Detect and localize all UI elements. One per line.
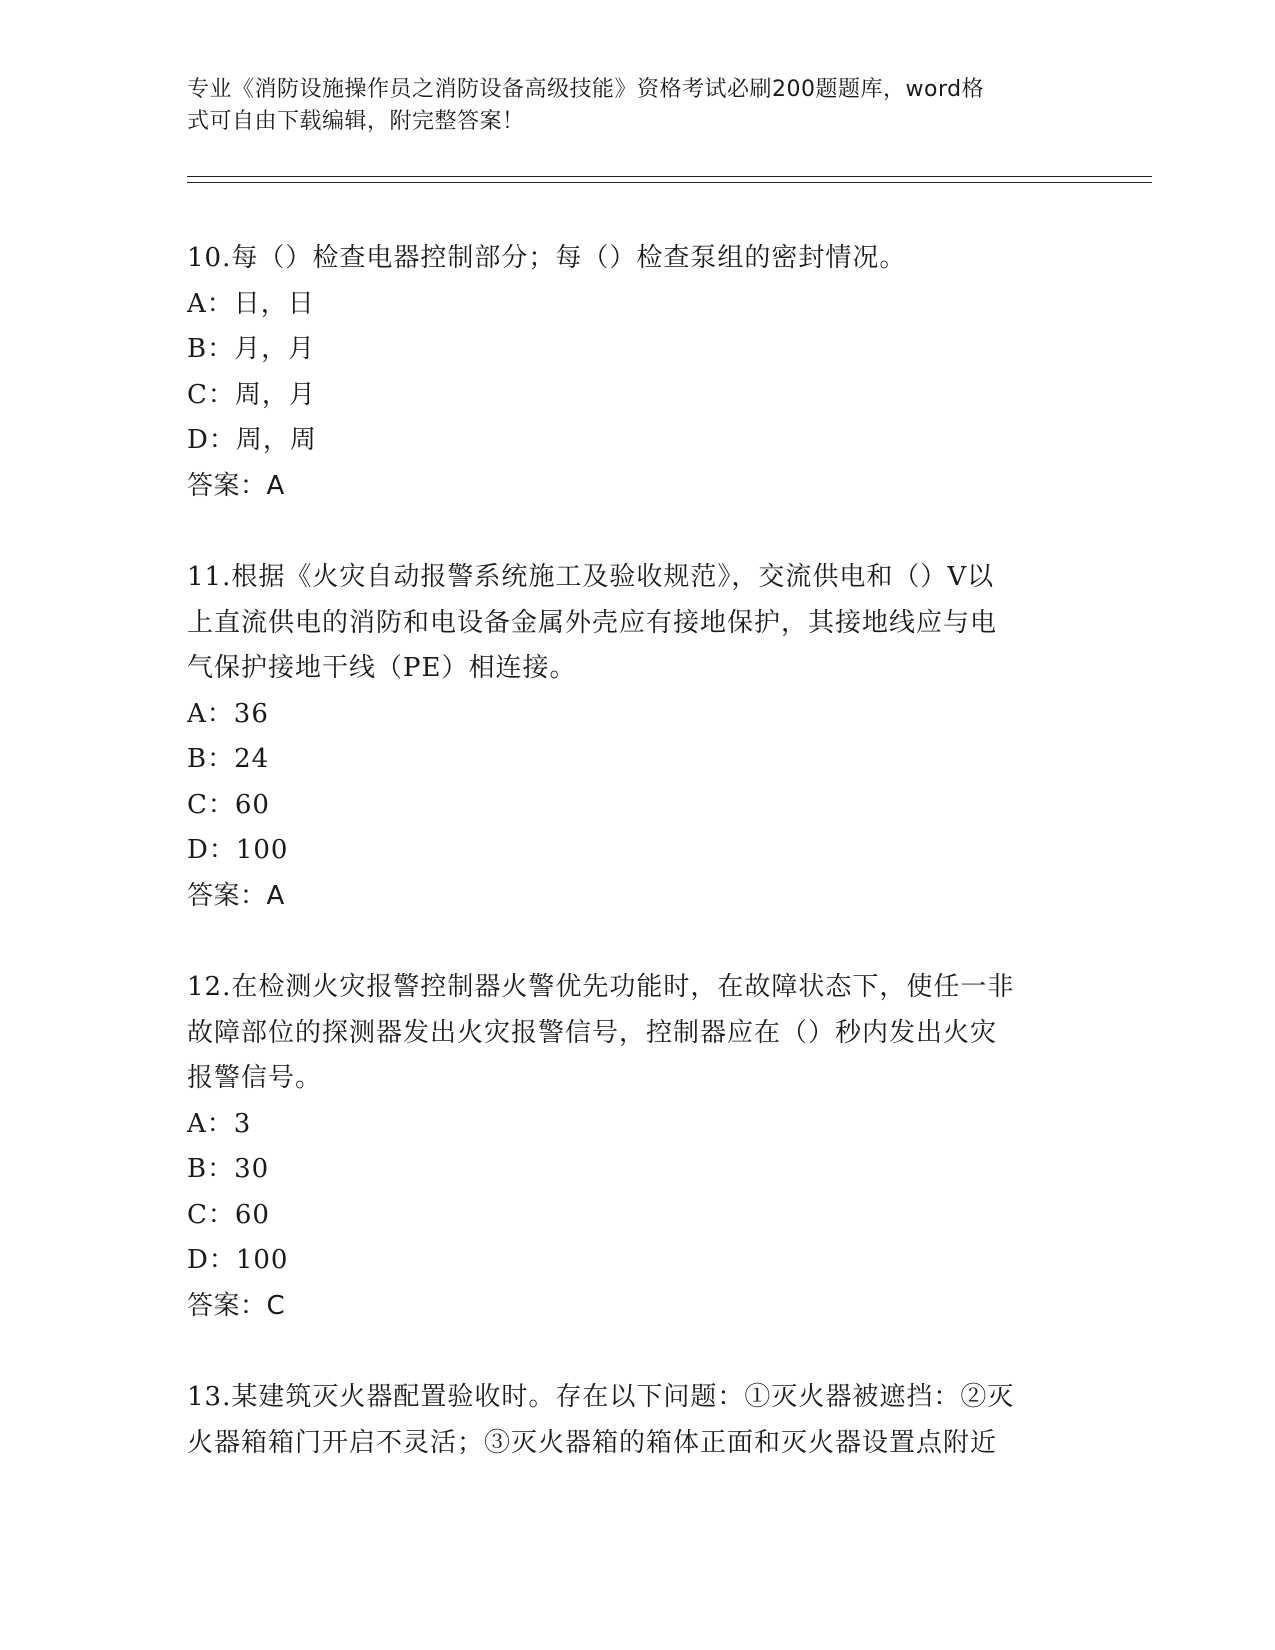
question-list — [187, 236, 1087, 1512]
option-a: A：日，日 — [187, 288, 315, 319]
answer: 答案：A — [187, 470, 285, 501]
question-11 — [187, 555, 1087, 919]
question-stem-line-2: 上直流供电的消防和电设备金属外壳应有接地保护，其接地线应与电 — [187, 607, 998, 638]
option-a: A：36 — [187, 698, 269, 729]
question-stem-line-2: 火器箱箱门开启不灵活；③灭火器箱的箱体正面和灭火器设置点附近 — [187, 1427, 998, 1458]
document-intro — [187, 74, 1087, 138]
answer: 答案：A — [187, 880, 285, 911]
question-10 — [187, 236, 1087, 509]
option-a: A：3 — [187, 1108, 252, 1139]
intro-line-1: 专业《消防设施操作员之消防设备高级技能》资格考试必刷200题题库，word格 — [187, 77, 985, 102]
intro-line-2: 式可自由下载编辑，附完整答案！ — [187, 109, 525, 134]
option-d: D：100 — [187, 835, 289, 865]
question-stem-line-1: 12.在检测火灾报警控制器火警优先功能时，在故障状态下，使任一非 — [187, 972, 1015, 1002]
option-d: D：周，周 — [187, 425, 317, 455]
answer: 答案：C — [187, 1290, 286, 1321]
option-d: D：100 — [187, 1245, 289, 1275]
question-stem-line-3: 气保护接地干线（PE）相连接。 — [187, 653, 577, 683]
option-c: C：60 — [187, 1199, 270, 1230]
question-12 — [187, 965, 1087, 1329]
option-b: B：24 — [187, 744, 270, 774]
option-c: C：周，月 — [187, 379, 316, 410]
question-stem: 10.每（）检查电器控制部分；每（）检查泵组的密封情况。 — [187, 243, 907, 273]
header-divider-bottom — [187, 182, 1152, 183]
question-stem-line-2: 故障部位的探测器发出火灾报警信号，控制器应在（）秒内发出火灾 — [187, 1017, 998, 1048]
question-stem-line-1: 11.根据《火灾自动报警系统施工及验收规范》，交流供电和（）V以 — [187, 562, 995, 592]
header-divider-top — [187, 176, 1152, 177]
option-b: B：30 — [187, 1154, 270, 1184]
question-stem-line-1: 13.某建筑灭火器配置验收时。存在以下问题：①灭火器被遮挡：②灭 — [187, 1382, 1015, 1412]
option-c: C：60 — [187, 789, 270, 820]
option-b: B：月，月 — [187, 334, 316, 364]
question-stem-line-3: 报警信号。 — [187, 1063, 323, 1093]
question-13 — [187, 1375, 1087, 1466]
